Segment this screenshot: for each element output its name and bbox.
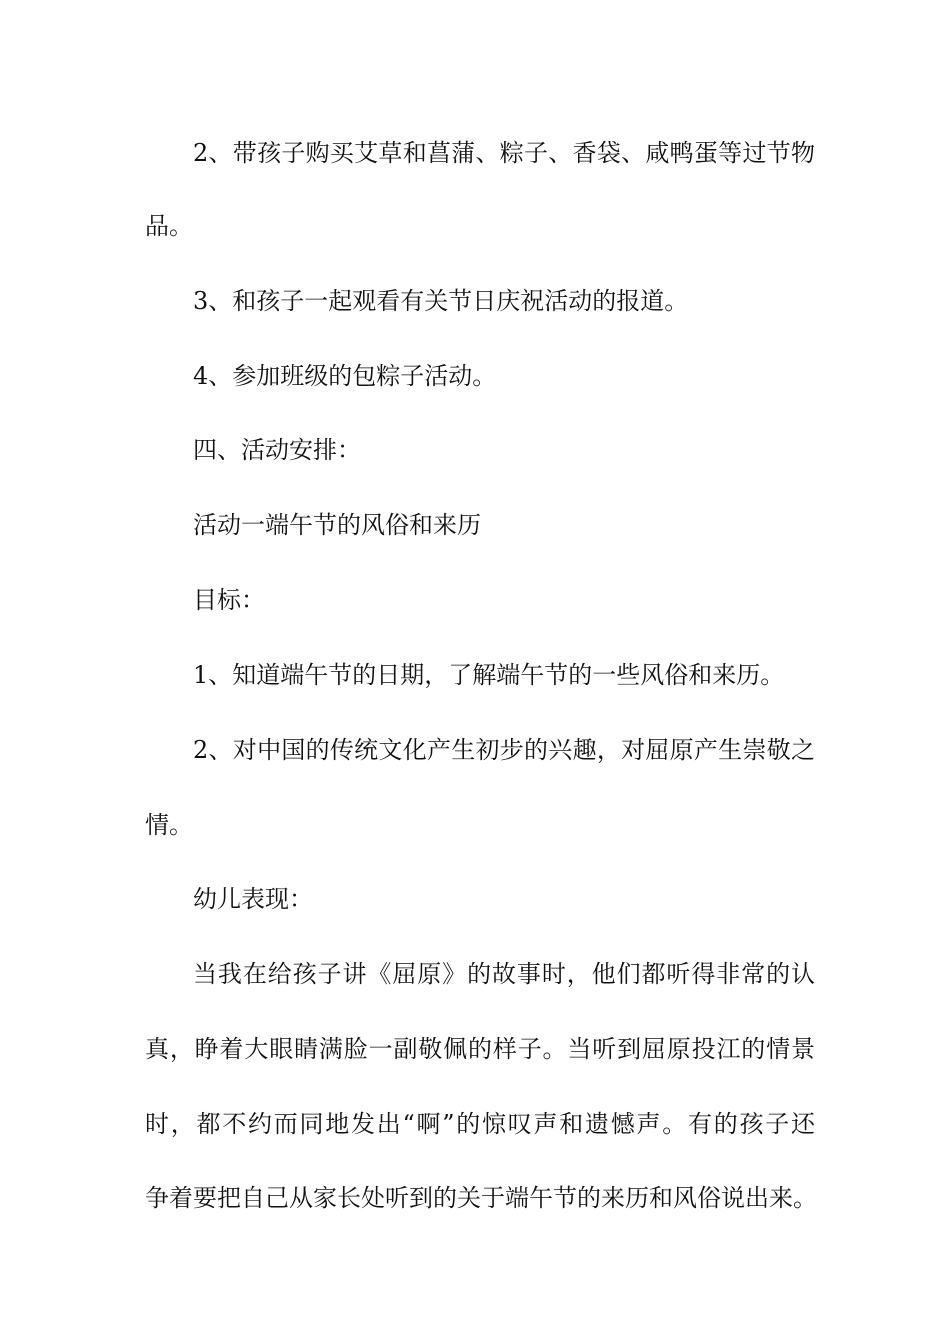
performance-heading: 幼儿表现： — [193, 885, 313, 913]
paragraph-line-2: 真，睁着大眼睛满脸一副敬佩的样子。当听到屈原投江的情景 — [145, 1035, 815, 1063]
list-item-4: 4、参加班级的包粽子活动。 — [193, 362, 497, 390]
list-item-3: 3、和孩子一起观看有关节日庆祝活动的报道。 — [193, 287, 689, 315]
list-item-2: 2、带孩子购买艾草和菖蒲、粽子、香袋、咸鸭蛋等过节物 — [193, 139, 815, 167]
paragraph-line-1: 当我在给孩子讲《屈原》的故事时，他们都听得非常的认 — [193, 960, 815, 988]
goals-heading: 目标： — [193, 586, 265, 614]
goal-item-2-continued: 情。 — [145, 811, 193, 839]
paragraph-line-4: 争着要把自己从家长处听到的关于端午节的来历和风俗说出来。 — [145, 1184, 817, 1212]
goal-item-2: 2、对中国的传统文化产生初步的兴趣，对屈原产生崇敬之 — [193, 736, 815, 764]
list-item-2-continued: 品。 — [145, 212, 193, 240]
goal-item-1: 1、知道端午节的日期，了解端午节的一些风俗和来历。 — [193, 661, 785, 689]
section-heading: 四、活动安排： — [193, 436, 361, 464]
activity-title: 活动一端午节的风俗和来历 — [193, 511, 481, 539]
paragraph-line-3: 时，都不约而同地发出“啊”的惊叹声和遗憾声。有的孩子还 — [145, 1110, 815, 1138]
